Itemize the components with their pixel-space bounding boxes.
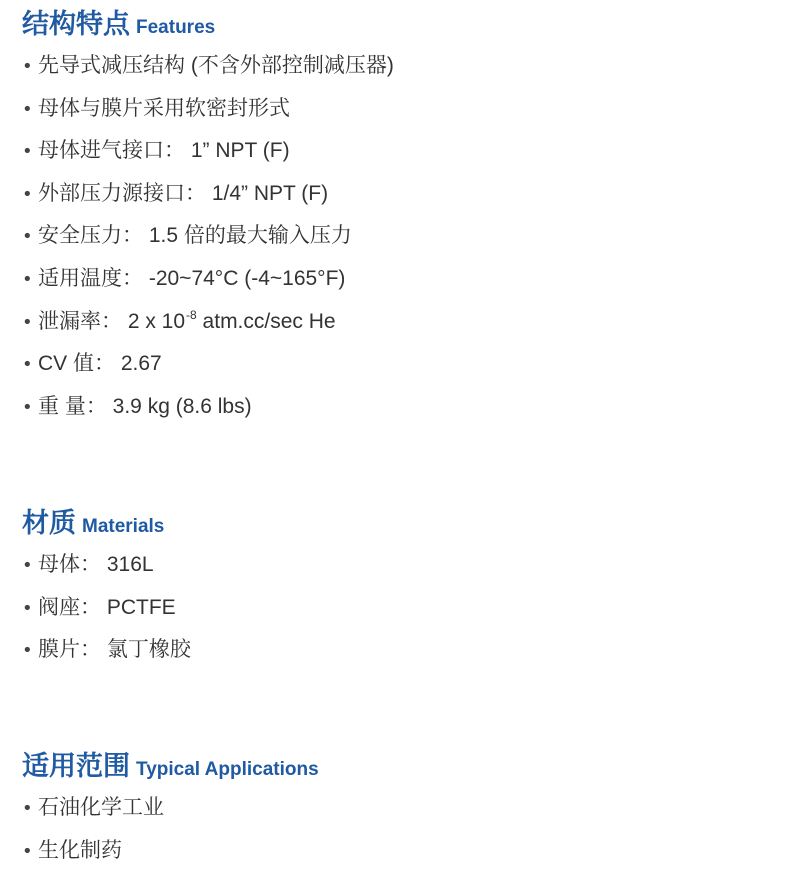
list-item-text: 安全压力： 1.5 倍的最大输入压力 <box>38 224 352 248</box>
materials-list <box>22 543 782 671</box>
list-item-text: 先导式减压结构 (不含外部控制减压器) <box>38 54 394 77</box>
list-item <box>22 342 782 385</box>
list-item-text: CV 值： 2.67 <box>38 352 162 376</box>
list-item-text: 外部压力源接口： 1/4” NPT (F) <box>38 181 329 205</box>
leak-rate-text <box>38 307 336 333</box>
list-item-text: 母体与膜片采用软密封形式 <box>38 96 290 120</box>
bullet-icon: • <box>22 311 33 333</box>
applications-list <box>22 786 782 871</box>
leak-rate-before: 泄漏率： 2 x 10 <box>38 309 186 333</box>
list-item-text: 膜片： 氯丁橡胶 <box>38 638 191 662</box>
list-item <box>22 87 782 130</box>
leak-rate-after: atm.cc/sec He <box>196 309 336 333</box>
list-item <box>22 44 782 87</box>
list-item <box>22 214 782 257</box>
list-item-text: 生化制药 <box>38 838 122 862</box>
list-item <box>22 385 782 428</box>
materials-heading <box>22 505 782 543</box>
list-item <box>22 543 782 586</box>
list-item-text: 母体： 316L <box>38 553 154 576</box>
materials-title-en: Materials <box>82 516 165 537</box>
applications-title-en: Typical Applications <box>136 759 319 780</box>
list-item-text: 阀座： PCTFE <box>38 595 176 619</box>
bullet-icon: • <box>22 354 33 376</box>
bullet-icon: • <box>22 98 33 120</box>
applications-heading <box>22 748 782 786</box>
list-item <box>22 257 782 300</box>
list-item <box>22 628 782 671</box>
list-item <box>22 300 782 343</box>
list-item-text: 母体进气接口： 1” NPT (F) <box>38 139 290 163</box>
list-item <box>22 172 782 215</box>
bullet-icon: • <box>22 268 33 290</box>
bullet-icon: • <box>22 555 33 576</box>
bullet-icon: • <box>22 640 33 662</box>
list-item-text: 适用温度： -20~74°C (-4~165°F) <box>38 266 346 290</box>
list-item <box>22 129 782 172</box>
features-list <box>22 44 782 427</box>
applications-title-zh: 适用范围 <box>22 751 130 782</box>
leak-rate-exponent: -8 <box>186 307 197 322</box>
features-section <box>22 6 782 427</box>
materials-section <box>22 505 782 671</box>
bullet-icon: • <box>22 396 33 418</box>
materials-title-zh: 材质 <box>22 508 76 539</box>
bullet-icon: • <box>22 226 33 248</box>
applications-section <box>22 748 782 871</box>
features-title-en: Features <box>136 17 216 38</box>
list-item-text: 重 量： 3.9 kg (8.6 lbs) <box>38 394 252 418</box>
bullet-icon: • <box>22 141 33 163</box>
bullet-icon: • <box>22 56 33 77</box>
bullet-icon: • <box>22 798 33 819</box>
bullet-icon: • <box>22 840 33 862</box>
bullet-icon: • <box>22 183 33 205</box>
features-title-zh: 结构特点 <box>22 9 130 40</box>
list-item-text: 石油化学工业 <box>38 796 164 819</box>
features-heading <box>22 6 782 44</box>
list-item <box>22 586 782 629</box>
list-item <box>22 786 782 829</box>
list-item <box>22 829 782 872</box>
bullet-icon: • <box>22 597 33 619</box>
